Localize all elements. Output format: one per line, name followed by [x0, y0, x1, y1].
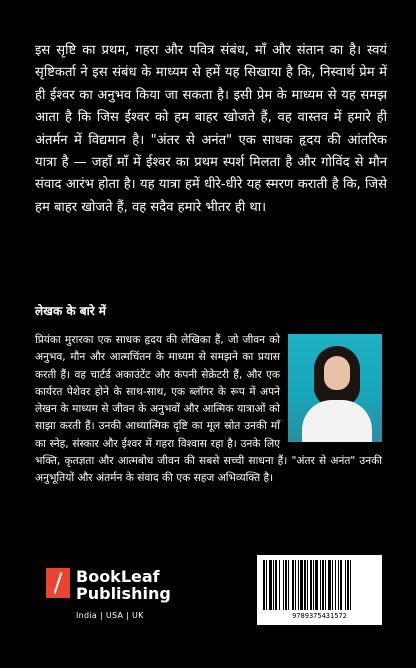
author-bio: प्रियंका मुरारका एक साधक हृदय की लेखिका हैं, जो जीवन को अनुभव, मौन और आत्मचिंतन के माध्यम से समझने का प्रयास करती हैं। वह चार्टर्ड अकाउंटेंट और कंपनी सेक्रेटरी हैं, और एक कार्यरत पेशेवर होने के साथ-साथ, एक ब्लॉगर के रूप में अपने लेखन के माध्यम से जीवन के अनुभवों और आत्मिक यात्राओं को साझा करती हैं। उनकी आध्यात्मिक दृष्टि का मूल स्रोत उनकी माँ का स्नेह, संस्कार और ईश्वर में गहरा विश्वास रहा है। उनके लिए भक्ति, कृतज्ञता और आत्मबोध जीवन की सबसे सच्ची साधना हैं। "अंतर से अनंत" उनकी अनुभूतियों और अंतर्मन के संवाद की एक सहज अभिव्यक्ति है। — [35, 334, 382, 485]
author-bio-section — [35, 332, 382, 488]
publisher-name — [76, 568, 171, 602]
isbn-number: 9789375431572 — [292, 612, 347, 620]
isbn-barcode — [257, 555, 382, 625]
publisher-name-line1: BookLeaf — [76, 567, 160, 586]
publisher-locations: India | USA | UK — [76, 611, 144, 620]
about-author-heading: लेखक के बारे में — [35, 304, 106, 318]
publisher-name-line2: Publishing — [76, 584, 171, 603]
barcode-bars — [263, 560, 376, 610]
publisher-logo — [46, 567, 186, 620]
back-cover-blurb: इस सृष्टि का प्रथम, गहरा और पवित्र संबंध, माँ और संतान का है। स्वयं सृष्टिकर्ता ने इस संबंध के माध्यम से हमें यह सिखाया है कि, निस्वार्थ प्रेम में ही ईश्वर का अनुभव किया जा सकता है। इसी प्रेम के माध्यम से यह समझ आता है कि जिस ईश्वर को हम बाहर खोजते हैं, वह वास्तव में हमारे ही अंतर्मन में विद्यमान है। "अंतर से अनंत" एक साधक हृदय की आंतरिक यात्रा है — जहाँ माँ में ईश्वर का प्रथम स्पर्श मिलता है और गोविंद से मौन संवाद आरंभ होता है। यह यात्रा हमें धीरे-धीरे यह स्मरण कराती है कि, जिसे हम बाहर खोजते हैं, वह सदैव हमारे भीतर ही था। — [35, 43, 387, 215]
bookleaf-logo-icon — [46, 568, 70, 598]
author-photo — [288, 334, 382, 442]
